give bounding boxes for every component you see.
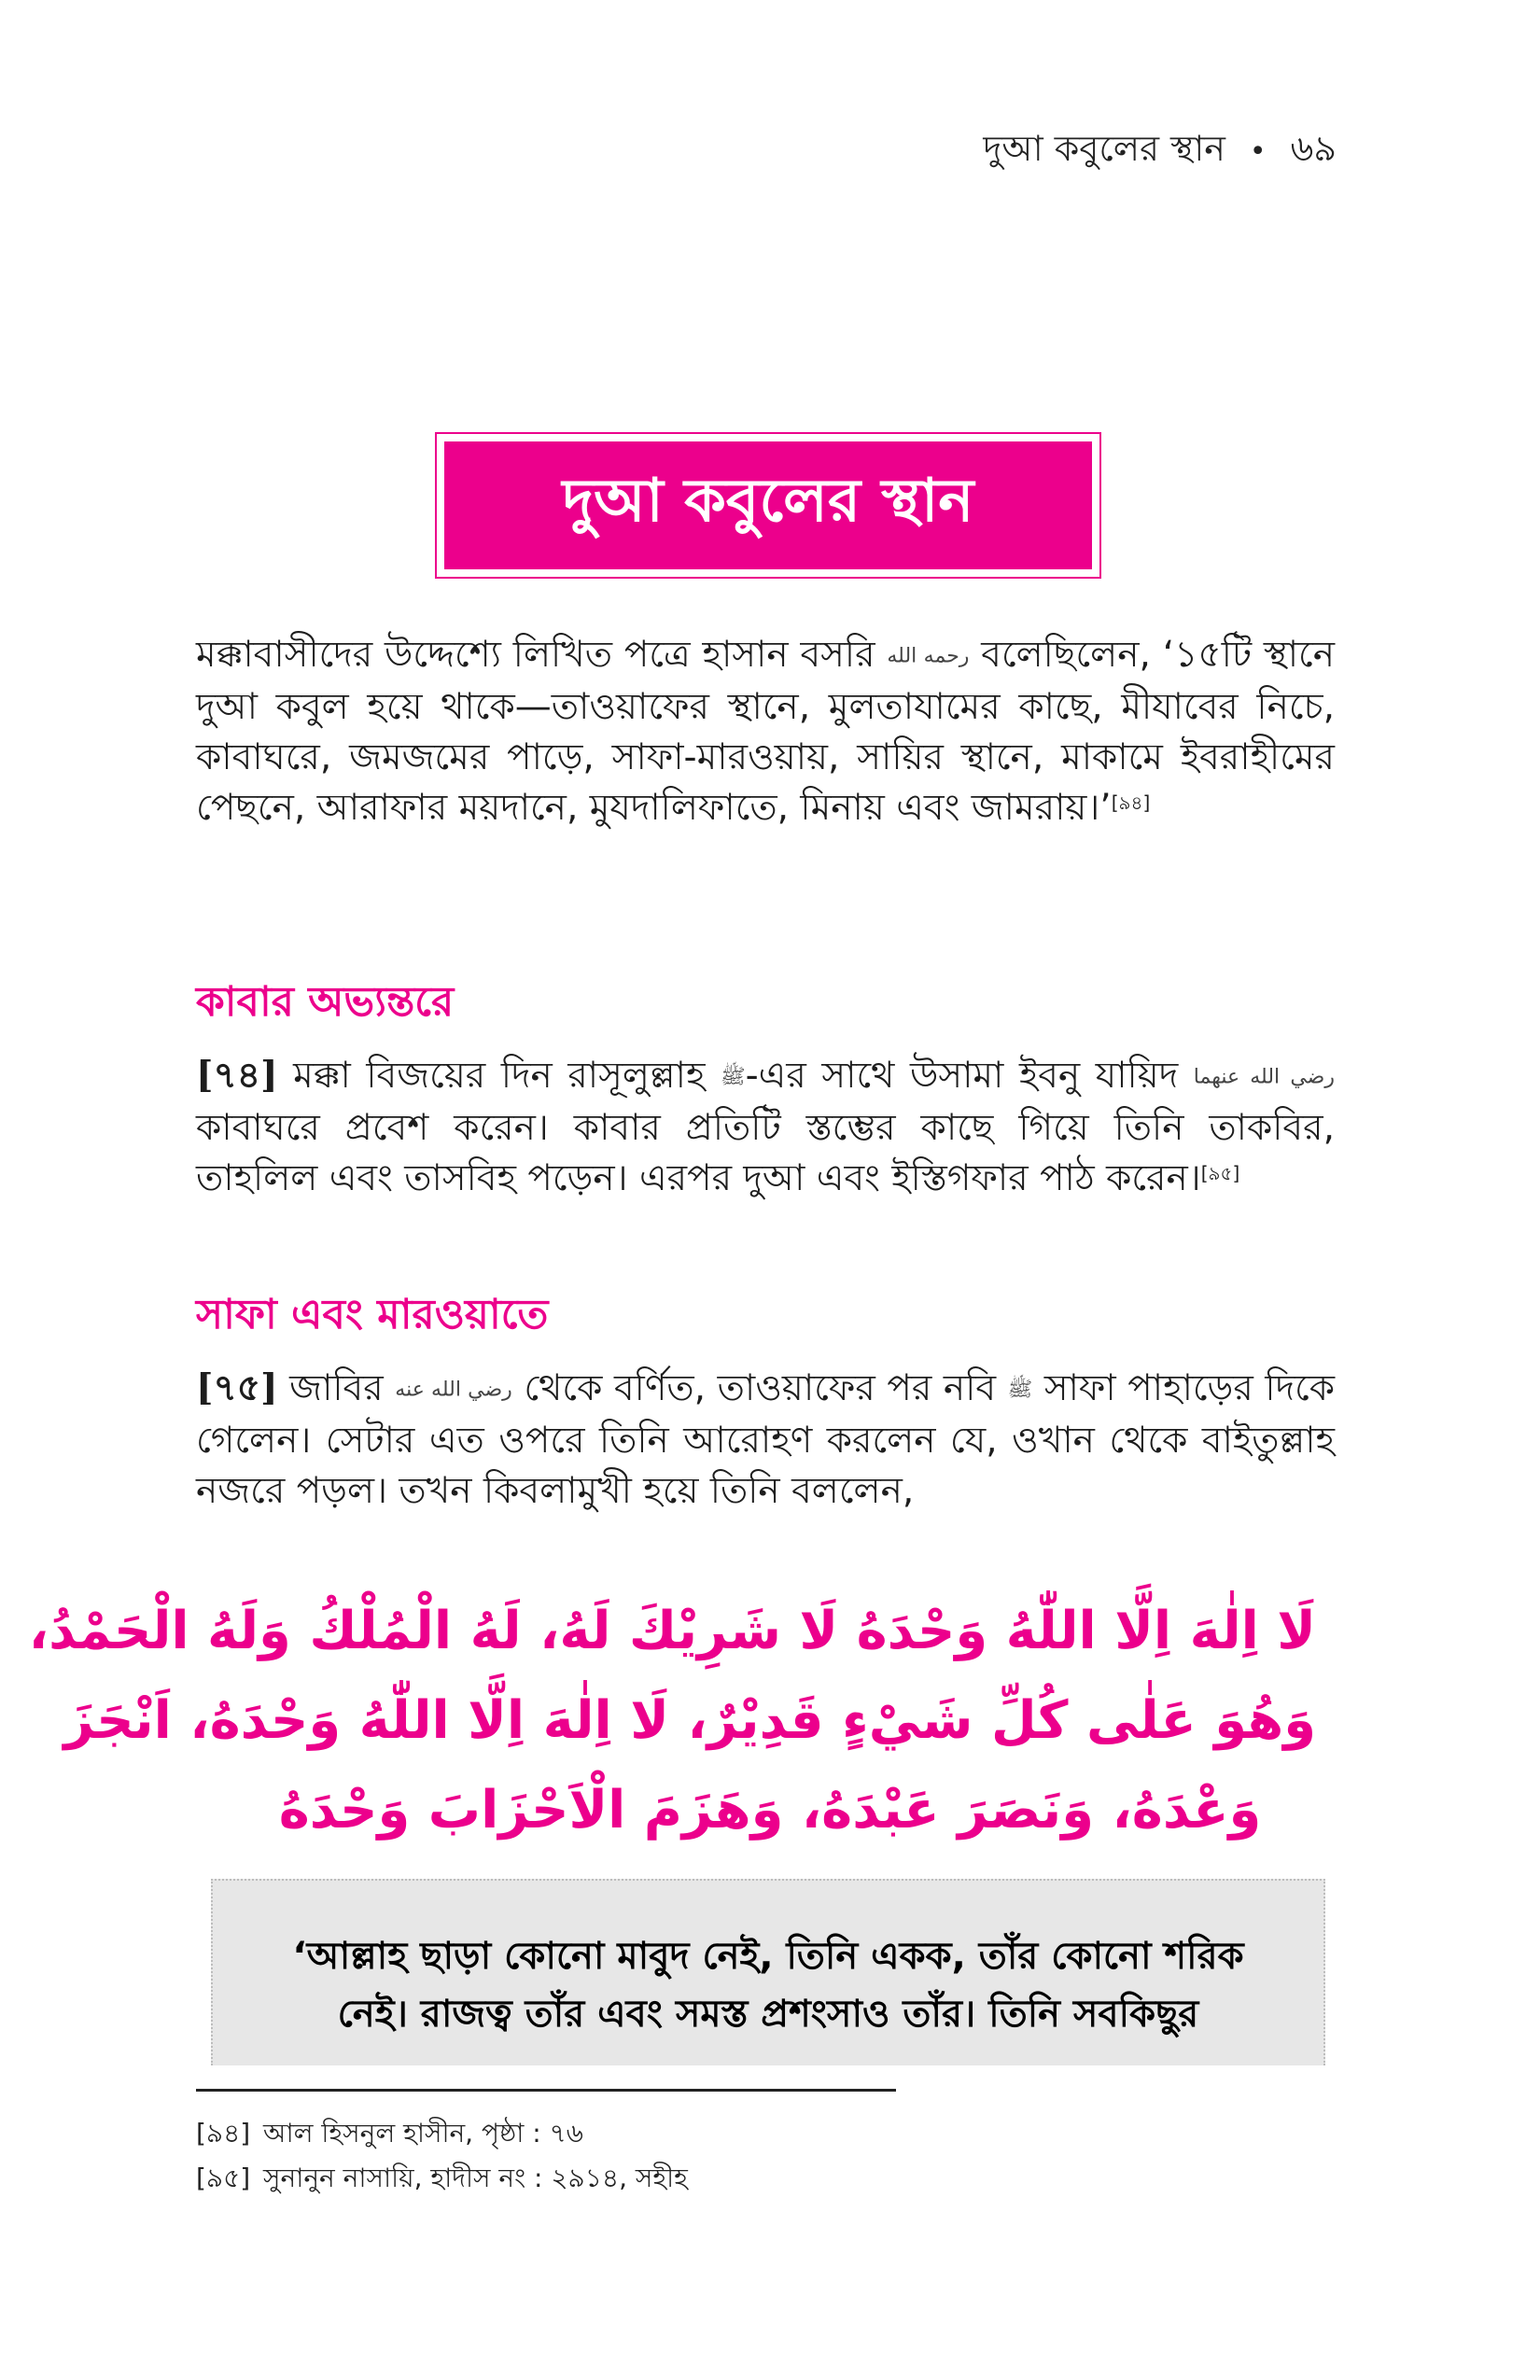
section-heading-kaaba: কাবার অভ্যন্তরে bbox=[196, 978, 455, 1026]
chapter-title-fill bbox=[444, 441, 1092, 569]
translation-callout bbox=[211, 1879, 1325, 2065]
footnote-item bbox=[196, 2156, 688, 2201]
footnotes bbox=[196, 2111, 688, 2201]
arabic-line: لَا اِلٰهَ اِلَّا اللّٰهُ وَحْدَهُ لَا شَرِيْكَ لَهُ، لَهُ الْمُلْكُ وَلَهُ الْحَمْدُ، bbox=[28, 1601, 1316, 1661]
hadith-74-paragraph bbox=[196, 1050, 1335, 1204]
hadith-text-2: থেকে বর্ণিত, তাওয়াফের পর নবি bbox=[524, 1367, 997, 1409]
hadith-number: [৭৫] bbox=[196, 1366, 278, 1409]
salawat-icon: ﷺ bbox=[1007, 1378, 1033, 1402]
bullet-icon: • bbox=[1249, 134, 1267, 168]
translation-text bbox=[269, 1927, 1267, 2043]
section-heading-safa: সাফা এবং মারওয়াতে bbox=[196, 1291, 549, 1338]
footnote-number: [৯৪] bbox=[196, 2118, 251, 2149]
footnote-divider bbox=[196, 2089, 896, 2092]
hadith-text-3: সাফা পাহাড়ের দিকে গেলেন। সেটার এত ওপরে তিনি আরোহণ করলেন যে, ওখান থেকে বাইতুল্লাহ নজরে পড়ল। তখন কিবলামুখী হয়ে তিনি বললেন, bbox=[196, 1367, 1336, 1512]
hadith-number: [৭৪] bbox=[196, 1054, 278, 1097]
hadith-75-paragraph bbox=[196, 1363, 1335, 1517]
translation-line: ‘আল্লাহ ছাড়া কোনো মাবুদ নেই, তিনি একক, তাঁর কোনো শরিক bbox=[292, 1935, 1244, 1978]
running-head-title: দুআ কবুলের স্থান bbox=[983, 128, 1225, 169]
intro-text-1: মক্কাবাসীদের উদ্দেশ্যে লিখিত পত্রে হাসান বসরি bbox=[196, 634, 875, 676]
honorific-icon: رضي الله عنهما bbox=[1193, 1065, 1335, 1089]
arabic-line: وَهُوَ عَلٰى كُلِّ شَيْءٍ قَدِيْرٌ، لَا اِلٰهَ اِلَّا اللّٰهُ وَحْدَهُ، اَنْجَزَ bbox=[63, 1690, 1316, 1751]
footnote-ref-94[interactable]: [৯৪] bbox=[1111, 791, 1151, 814]
footnote-ref-95[interactable]: [৯৫] bbox=[1200, 1161, 1240, 1184]
running-head bbox=[983, 121, 1337, 181]
footnote-text: সুনানুন নাসায়ি, হাদীস নং : ২৯১৪, সহীহ bbox=[263, 2163, 688, 2193]
translation-line: নেই। রাজত্ব তাঁর এবং সমস্ত প্রশংসাও তাঁর। তিনি সবকিছুর bbox=[337, 1993, 1199, 2036]
hadith-text-1: মক্কা বিজয়ের দিন রাসূলুল্লাহ bbox=[293, 1055, 706, 1097]
chapter-title: দুআ কবুলের স্থান bbox=[562, 467, 974, 536]
honorific-icon: رحمه الله bbox=[887, 644, 970, 668]
footnote-text: আল হিসনুল হাসীন, পৃষ্ঠা : ৭৬ bbox=[263, 2118, 583, 2149]
arabic-line: وَعْدَهُ، وَنَصَرَ عَبْدَهُ، وَهَزَمَ الْاَحْزَابَ وَحْدَهُ bbox=[278, 1780, 1262, 1841]
footnote-number: [৯৫] bbox=[196, 2163, 251, 2193]
salawat-icon: ﷺ bbox=[721, 1065, 746, 1089]
intro-text-2: বলেছিলেন, ‘১৫টি স্থানে দুআ কবুল হয়ে থাকে—তাওয়াফের স্থানে, মুলতাযামের কাছে, মীযাবের নিচে, কাবাঘরে, জমজমের পাড়ে, সাফা-মারওয়ায়, সায়ির স্থানে, মাকামে ইবরাহীমের পেছনে, আরাফার ময়দানে, মুযদালিফাতে, মিনায় এবং জামরায়।’ bbox=[196, 634, 1336, 829]
honorific-icon: رضي الله عنه bbox=[395, 1378, 512, 1402]
chapter-title-box bbox=[435, 432, 1101, 579]
hadith-text-2: -এর সাথে উসামা ইবনু যায়িদ bbox=[745, 1055, 1179, 1097]
footnote-item bbox=[196, 2111, 688, 2156]
hadith-text-3: কাবাঘরে প্রবেশ করেন। কাবার প্রতিটি স্তম্ভের কাছে গিয়ে তিনি তাকবির, তাহলিল এবং তাসবিহ পড়েন। এরপর দুআ এবং ইস্তিগফার পাঠ করেন। bbox=[196, 1106, 1335, 1199]
intro-paragraph bbox=[196, 630, 1335, 833]
arabic-dua bbox=[28, 1587, 1316, 1855]
page-number: ৬৯ bbox=[1290, 128, 1337, 169]
hadith-text-1: জাবির bbox=[289, 1367, 384, 1409]
